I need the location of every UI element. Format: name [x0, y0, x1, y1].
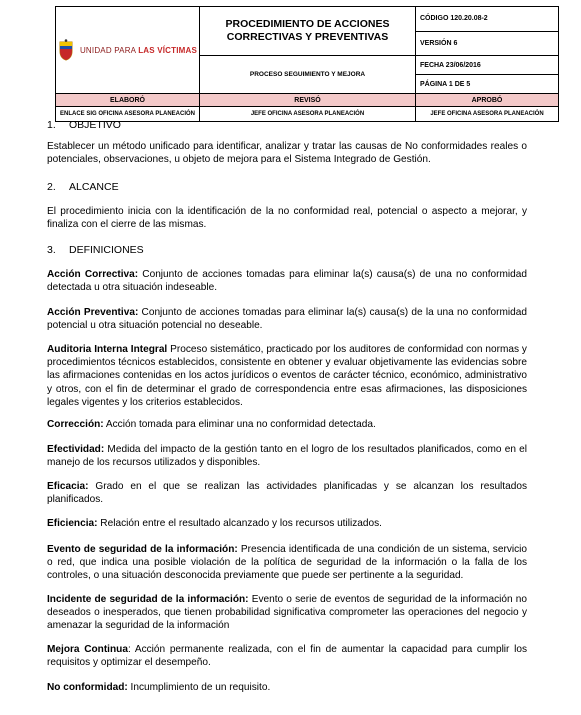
section-heading-definiciones: 3. DEFINICIONES	[47, 244, 144, 256]
definition-item: Eficiencia: Relación entre el resultado alcanzado y los recursos utilizados.	[47, 518, 382, 529]
section-text-alcance: El procedimiento inicia con la identificación de la no conformidad real, potencial o aspecto a mejorar, y finaliza con el cierre de las mismas.	[47, 206, 527, 231]
definition-item: Corrección: Acción tomada para eliminar una no conformidad detectada.	[47, 419, 376, 430]
document-version: VERSIÓN 6	[416, 31, 559, 56]
sig-value-elaboro: ENLACE SIG OFICINA ASESORA PLANEACIÓN	[56, 107, 200, 122]
sig-value-aprobo: JEFE OFICINA ASESORA PLANEACIÓN	[416, 107, 559, 122]
definition-item: Eficacia: Grado en el que se realizan las actividades planificadas y se alcanzan los resultados planificados.	[47, 481, 527, 506]
crest-icon	[58, 39, 74, 61]
definition-item: Acción Correctiva: Conjunto de acciones tomadas para eliminar la(s) causa(s) de una no conformidad detectada u otra situación indeseable.	[47, 269, 527, 294]
definition-item: Efectividad: Medida del impacto de la gestión tanto en el logro de los resultados planificados, como en el manejo de los recursos utilizados y disponibles.	[47, 444, 527, 469]
document-date: FECHA 23/06/2016	[416, 56, 559, 75]
sig-header-reviso: REVISÓ	[200, 94, 416, 107]
definition-item: Mejora Continua: Acción permanente realizada, con el fin de aumentar la capacidad para cumplir los requisitos y optimizar el desempeño.	[47, 644, 527, 669]
definition-item: No conformidad: Incumplimiento de un requisito.	[47, 682, 271, 693]
sig-header-aprobo: APROBÓ	[416, 94, 559, 107]
document-code: CÓDIGO 120.20.08-2	[416, 7, 559, 32]
page-number: PÁGINA 1 DE 5	[416, 75, 559, 94]
definition-item: Incidente de seguridad de la información: Evento o serie de eventos de seguridad de la información no deseados o inesperados, que tienen probabilidad significativa comprometer las operaciones del negocio y amenazar la seguridad de la información	[47, 594, 528, 632]
sig-header-elaboro: ELABORÓ	[56, 94, 200, 107]
sig-value-reviso: JEFE OFICINA ASESORA PLANEACIÓN	[200, 107, 416, 122]
section-heading-alcance: 2. ALCANCE	[47, 181, 119, 193]
definition-item: Auditoria Interna Integral Proceso sistemático, practicado por los auditores de conformidad con normas y procedimientos técnicos establecidos, consistente en obtener y evaluar objetivamente las evidencias sobre las afirmaciones contenidas en los actos jurídicos o eventos de carácter técnico, económico, administrativo y otros, con el fin de determinar el grado de correspondencia entre esas afirmaciones, las disposiciones legales vigentes y los criterios establecidos.	[47, 344, 527, 408]
definition-item: Acción Preventiva: Conjunto de acciones tomadas para eliminar la(s) causa(s) de la una no conformidad potencial u otra situación potencial no deseable.	[47, 307, 527, 332]
logo	[56, 7, 199, 93]
logo-text: UNIDAD PARA LAS VÍCTIMAS	[79, 45, 198, 55]
document-title: PROCEDIMIENTO DE ACCIONES CORRECTIVAS Y PREVENTIVAS	[200, 7, 416, 56]
process-name: PROCESO SEGUIMIENTO Y MEJORA	[200, 56, 416, 94]
document-header-table	[55, 6, 559, 122]
section-heading-objetivo: 1. OBJETIVO	[47, 119, 121, 131]
definition-item: Evento de seguridad de la información: Presencia identificada de una condición de un sistema, servicio o red, que indica una posible violación de la política de seguridad de la información o la falla de los controles, o una situación desconocida previamente que puede ser pertinente a la seguridad.	[47, 544, 528, 582]
section-text-objetivo: Establecer un método unificado para identificar, analizar y tratar las causas de No conformidades reales o potenciales, observaciones, u objeto de mejora para el Sistema Integrado de Gestión.	[47, 141, 527, 166]
logo-cell	[56, 7, 200, 94]
